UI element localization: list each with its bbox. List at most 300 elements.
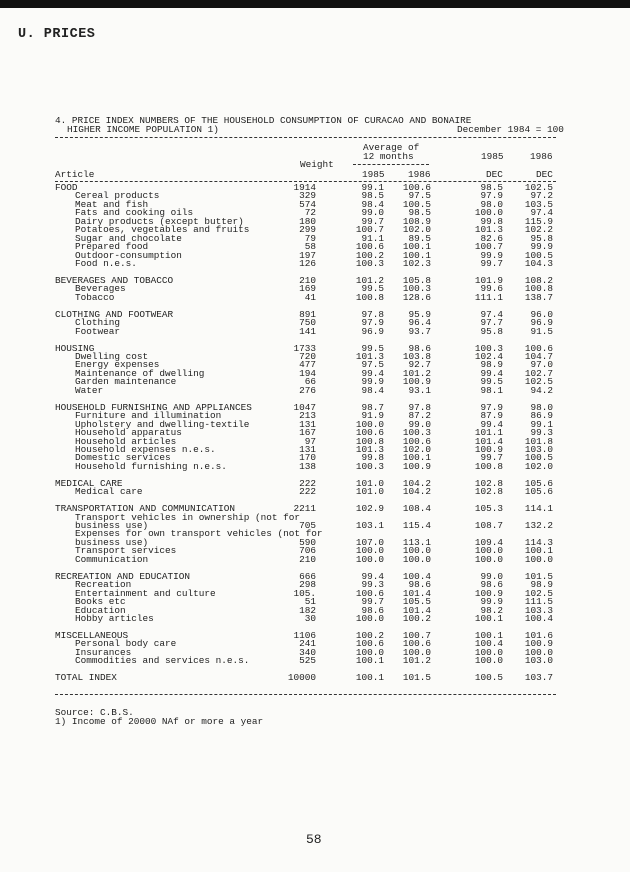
table-row [55,291,555,303]
avg-1985-cell: 99.5 [361,283,384,295]
dec-1986-cell: 103.3 [524,604,553,616]
avg-1985-cell: 98.6 [361,604,384,616]
dec-1985-cell: 99.5 [480,376,503,388]
dec-1986-cell: 102.5 [524,376,553,388]
avg-1985-cell: 100.0 [355,418,384,430]
dec-1985-cell: 100.9 [474,443,503,455]
weight-cell: 1914 [293,182,316,193]
dec-1985-cell: 100.0 [474,545,503,557]
dec-1985-cell: 97.7 [480,317,503,329]
avg-1985-cell: 98.4 [361,198,384,210]
avg-1986-cell: 108.9 [402,215,431,227]
row-label: business use) [75,536,149,548]
avg-1985-cell: 96.9 [361,325,384,337]
row-label: MISCELLANEOUS [55,629,129,641]
header-year-1986: 1986 [530,151,553,162]
avg-1986-cell: 101.5 [402,672,431,684]
dec-1986-cell: 101.6 [524,629,553,641]
dec-1985-cell: 100.3 [474,342,503,354]
avg-1986-cell: 100.6 [402,638,431,650]
dec-1986-cell: 103.5 [524,198,553,210]
avg-1986-cell: 102.0 [402,443,431,455]
weight-cell: 222 [299,486,316,498]
avg-1985-cell: 101.0 [355,486,384,498]
avg-1986-cell: 100.1 [402,241,431,253]
avg-1986-cell: 100.7 [402,629,431,641]
avg-1986-cell: 95.9 [408,308,431,320]
dec-1986-cell: 100.5 [524,452,553,464]
avg-1985-cell: 97.9 [361,317,384,329]
weight-cell: 194 [299,367,316,379]
dec-1986-cell: 102.7 [524,367,553,379]
header-dec-1985: DEC [486,169,503,180]
avg-1985-cell: 100.1 [355,655,384,667]
weight-cell: 131 [299,418,316,430]
avg-1986-cell: 100.2 [402,612,431,624]
row-label: Commodities and services n.e.s. [75,655,250,667]
avg-1985-cell: 99.9 [361,376,384,388]
weight-cell: 167 [299,427,316,439]
table-row [55,612,555,624]
row-label: Footwear [75,325,121,337]
row-label: HOUSING [55,342,95,354]
weight-cell: 891 [299,308,316,320]
dec-1986-cell: 101.5 [524,570,553,582]
avg-1986-cell: 104.2 [402,486,431,498]
weight-cell: 1106 [293,629,316,641]
table-title: 4. PRICE INDEX NUMBERS OF THE HOUSEHOLD CONSUMPTION OF CURACAO AND BONAIRE [55,115,472,126]
dec-1985-cell: 101.9 [474,274,503,286]
weight-cell: 298 [299,579,316,591]
weight-cell: 138 [299,460,316,472]
dec-1986-cell: 100.0 [524,553,553,565]
weight-cell: 170 [299,452,316,464]
avg-1986-cell: 100.3 [402,283,431,295]
dec-1985-cell: 99.0 [480,570,503,582]
dec-1985-cell: 99.9 [480,249,503,261]
dec-1985-cell: 99.7 [480,452,503,464]
avg-1985-cell: 100.6 [355,638,384,650]
row-label: Hobby articles [75,612,154,624]
dec-1985-cell: 99.4 [480,367,503,379]
avg-1985-cell: 101.3 [355,351,384,362]
dec-1986-cell: 102.0 [524,460,553,472]
weight-cell: 276 [299,384,316,396]
avg-1986-cell: 100.1 [402,452,431,464]
row-label: Books etc [75,596,126,608]
dec-1985-cell: 99.9 [480,596,503,608]
weight-cell: 10000 [287,672,316,684]
dec-1985-cell: 98.0 [480,198,503,210]
weight-cell: 58 [304,241,316,253]
dec-1986-cell: 99.9 [530,241,553,253]
avg-1985-cell: 99.7 [361,596,384,608]
weight-cell: 72 [304,207,316,219]
row-label: FOOD [55,182,78,193]
dec-1985-cell: 100.5 [474,672,503,684]
row-label: Cereal products [75,190,160,202]
footnote: 1) Income of 20000 NAf or more a year [55,716,264,727]
row-label: business use) [75,520,149,531]
dec-1985-cell: 99.7 [480,258,503,270]
dec-1985-cell: 100.8 [474,460,503,472]
dec-1986-cell: 100.6 [524,342,553,354]
dec-1985-cell: 98.9 [480,359,503,371]
row-label: Education [75,604,126,616]
table-row [55,325,555,337]
table-row [55,384,555,396]
dec-1985-cell: 100.7 [474,241,503,253]
avg-1986-cell: 104.2 [402,477,431,489]
row-label: TOTAL INDEX [55,672,117,684]
avg-1986-cell: 98.6 [408,579,431,591]
avg-1985-cell: 100.7 [355,224,384,236]
weight-cell: 241 [299,638,316,650]
avg-1985-cell: 99.8 [361,452,384,464]
dec-1985-cell: 95.8 [480,325,503,337]
header-months: 12 months [363,151,414,162]
dec-1986-cell: 94.2 [530,384,553,396]
avg-1985-cell: 100.6 [355,241,384,253]
dec-1986-cell: 99.1 [530,418,553,430]
divider [55,137,556,138]
row-label: Furniture and illumination [75,410,222,422]
avg-1986-cell: 87.2 [408,410,431,422]
avg-1985-cell: 98.7 [361,401,384,413]
avg-1985-cell: 100.0 [355,545,384,557]
avg-1986-cell: 102.3 [402,258,431,270]
avg-1985-cell: 100.1 [355,672,384,684]
avg-1986-cell: 100.0 [402,646,431,658]
dec-1985-cell: 100.1 [474,612,503,624]
dec-1985-cell: 109.4 [474,536,503,548]
dec-1986-cell: 100.0 [524,646,553,658]
table-row [55,657,555,665]
avg-1986-cell: 98.5 [408,207,431,219]
dec-1986-cell: 103.0 [524,655,553,667]
avg-1985-cell: 100.6 [355,427,384,439]
dec-1986-cell: 105.6 [524,477,553,489]
row-label: Transport vehicles in ownership (not for [75,511,301,523]
weight-cell: 51 [304,596,316,608]
dec-1986-cell: 101.8 [524,435,553,447]
dec-1986-cell: 96.9 [530,317,553,329]
avg-1985-cell: 101.2 [355,274,384,286]
avg-1986-cell: 93.7 [408,325,431,337]
table-row [55,488,555,496]
dec-1986-cell: 97.4 [530,207,553,219]
avg-1986-cell: 92.7 [408,359,431,371]
dec-1985-cell: 100.0 [474,553,503,565]
weight-cell: 210 [299,274,316,286]
weight-cell: 2211 [293,503,316,515]
divider [55,694,556,695]
avg-1985-cell: 107.0 [355,536,384,548]
page-number: 58 [306,832,322,847]
avg-1985-cell: 97.8 [361,308,384,320]
weight-cell: 126 [299,258,316,270]
row-label: Outdoor-consumption [75,249,182,261]
weight-cell: 1733 [293,342,316,354]
weight-cell: 340 [299,646,316,658]
avg-1986-cell: 97.5 [408,190,431,202]
avg-1985-cell: 99.1 [361,182,384,193]
row-label: Potatoes, vegetables and fruits [75,224,250,236]
avg-1986-cell: 108.4 [402,503,431,515]
avg-1985-cell: 91.1 [361,232,384,244]
row-label: Dairy products (except butter) [75,215,244,227]
avg-1986-cell: 100.9 [402,460,431,472]
dec-1986-cell: 104.3 [524,258,553,270]
avg-1986-cell: 100.9 [402,376,431,388]
dec-1985-cell: 101.1 [474,427,503,439]
avg-1985-cell: 100.2 [355,629,384,641]
dec-1985-cell: 97.4 [480,308,503,320]
dec-1986-cell: 98.9 [530,579,553,591]
dec-1986-cell: 105.6 [524,486,553,498]
dec-1985-cell: 98.5 [480,182,503,193]
row-label: Household articles [75,435,177,447]
dec-1985-cell: 87.9 [480,410,503,422]
row-label: RECREATION AND EDUCATION [55,570,191,582]
avg-1985-cell: 100.0 [355,553,384,565]
row-label: Household expenses n.e.s. [75,443,216,455]
header-average: Average of [363,142,420,153]
avg-1985-cell: 101.3 [355,443,384,455]
weight-cell: 720 [299,351,316,362]
weight-cell: 750 [299,317,316,329]
dec-1985-cell: 105.3 [474,503,503,515]
row-label: CLOTHING AND FOOTWEAR [55,308,174,320]
dec-1986-cell: 100.1 [524,545,553,557]
avg-1986-cell: 101.4 [402,587,431,599]
avg-1986-cell: 100.0 [402,553,431,565]
dec-1986-cell: 95.8 [530,232,553,244]
table-row [55,260,555,268]
avg-1986-cell: 100.6 [402,435,431,447]
dec-1985-cell: 100.0 [474,655,503,667]
dec-1985-cell: 108.7 [474,520,503,531]
dec-1986-cell: 103.7 [524,672,553,684]
avg-1986-cell: 97.8 [408,401,431,413]
dec-1986-cell: 102.5 [524,182,553,193]
avg-1985-cell: 99.5 [361,342,384,354]
row-label: HOUSEHOLD FURNISHING AND APPLIANCES [55,401,252,413]
weight-cell: 180 [299,215,316,227]
weight-cell: 97 [304,435,316,447]
dec-1985-cell: 98.2 [480,604,503,616]
weight-cell: 477 [299,359,316,371]
avg-1985-cell: 100.3 [355,460,384,472]
dec-1986-cell: 98.0 [530,401,553,413]
weight-cell: 131 [299,443,316,455]
dec-1986-cell: 91.5 [530,325,553,337]
dec-1985-cell: 102.8 [474,486,503,498]
avg-1985-cell: 99.7 [361,215,384,227]
avg-1986-cell: 128.6 [402,291,431,303]
avg-1986-cell: 113.1 [402,536,431,548]
dec-1986-cell: 103.0 [524,443,553,455]
scan-top-border [0,0,630,8]
dec-1985-cell: 100.0 [474,207,503,219]
row-label: Energy expenses [75,359,160,371]
dec-1985-cell: 100.1 [474,629,503,641]
dec-1986-cell: 132.2 [524,520,553,531]
weight-cell: 329 [299,190,316,202]
dec-1986-cell: 86.9 [530,410,553,422]
header-avg-1985: 1985 [362,169,385,180]
dec-1985-cell: 97.9 [480,401,503,413]
weight-cell: 30 [304,612,316,624]
dec-1986-cell: 114.1 [524,503,553,515]
avg-1985-cell: 101.0 [355,477,384,489]
weight-cell: 210 [299,553,316,565]
avg-1986-cell: 98.6 [408,342,431,354]
row-label: MEDICAL CARE [55,477,123,489]
avg-1985-cell: 100.0 [355,612,384,624]
avg-1985-cell: 102.9 [355,503,384,515]
dec-1985-cell: 99.8 [480,215,503,227]
avg-1986-cell: 100.3 [402,427,431,439]
dec-1985-cell: 99.4 [480,418,503,430]
avg-1985-cell: 100.8 [355,435,384,447]
header-subdivider [353,164,429,165]
dec-1986-cell: 102.5 [524,587,553,599]
avg-1986-cell: 105.8 [402,274,431,286]
weight-cell: 141 [299,325,316,337]
dec-1985-cell: 97.9 [480,190,503,202]
avg-1986-cell: 89.5 [408,232,431,244]
dec-1986-cell: 97.0 [530,359,553,371]
avg-1986-cell: 100.4 [402,570,431,582]
avg-1985-cell: 99.4 [361,367,384,379]
source-note: Source: C.B.S. [55,707,134,718]
dec-1986-cell: 97.2 [530,190,553,202]
header-article: Article [55,169,95,180]
weight-cell: 41 [304,291,316,303]
avg-1985-cell: 99.4 [361,570,384,582]
row-label: Domestic services [75,452,171,464]
dec-1985-cell: 111.1 [474,291,503,303]
avg-1986-cell: 103.8 [402,351,431,362]
avg-1985-cell: 100.2 [355,249,384,261]
avg-1986-cell: 102.0 [402,224,431,236]
avg-1985-cell: 100.0 [355,646,384,658]
dec-1986-cell: 96.0 [530,308,553,320]
row-label: Household apparatus [75,427,182,439]
row-label: Maintenance of dwelling [75,367,205,379]
dec-1985-cell: 102.4 [474,351,503,362]
avg-1986-cell: 93.1 [408,384,431,396]
dec-1985-cell: 99.6 [480,283,503,295]
weight-cell: 213 [299,410,316,422]
dec-1985-cell: 100.0 [474,646,503,658]
dec-1986-cell: 111.5 [524,596,553,608]
row-label: BEVERAGES AND TOBACCO [55,274,174,286]
row-label: Meat and fish [75,198,149,210]
row-label: Food n.e.s. [75,258,137,270]
dec-1986-cell: 114.3 [524,536,553,548]
dec-1986-cell: 100.9 [524,638,553,650]
row-label: Expenses for own transport vehicles (not for [75,528,323,540]
avg-1985-cell: 97.5 [361,359,384,371]
avg-1985-cell: 100.8 [355,291,384,303]
avg-1985-cell: 99.3 [361,579,384,591]
avg-1985-cell: 98.5 [361,190,384,202]
weight-cell: 525 [299,655,316,667]
row-label: Tobacco [75,291,115,303]
row-label: Communication [75,553,149,565]
avg-1985-cell: 98.4 [361,384,384,396]
weight-cell: 574 [299,198,316,210]
header-year-1985: 1985 [481,151,504,162]
row-label: Beverages [75,283,126,295]
row-label: Prepared food [75,241,149,253]
weight-cell: 79 [304,232,316,244]
weight-cell: 705 [299,520,316,531]
weight-cell: 169 [299,283,316,295]
row-label: Transport services [75,545,177,557]
dec-1985-cell: 100.4 [474,638,503,650]
weight-cell: 706 [299,545,316,557]
row-label: Garden maintenance [75,376,177,388]
dec-1986-cell: 100.8 [524,283,553,295]
avg-1986-cell: 99.0 [408,418,431,430]
avg-1986-cell: 100.5 [402,198,431,210]
avg-1986-cell: 96.4 [408,317,431,329]
avg-1986-cell: 101.4 [402,604,431,616]
avg-1986-cell: 115.4 [402,520,431,531]
row-label: Household furnishing n.e.s. [75,460,227,472]
weight-cell: 666 [299,570,316,582]
avg-1985-cell: 100.3 [355,258,384,270]
row-label: Sugar and chocolate [75,232,182,244]
row-label: Recreation [75,579,132,591]
row-label: Dwelling cost [75,351,149,362]
header-dec-1986: DEC [536,169,553,180]
dec-1986-cell: 100.4 [524,612,553,624]
row-label: Medical care [75,486,143,498]
avg-1986-cell: 105.5 [402,596,431,608]
row-label: Entertainment and culture [75,587,216,599]
weight-cell: 1047 [293,401,316,413]
section-heading: U. PRICES [18,27,96,42]
header-avg-1986: 1986 [408,169,431,180]
row-label: Upholstery and dwelling-textile [75,418,250,430]
row-label: TRANSPORTATION AND COMMUNICATION [55,503,236,515]
weight-cell: 222 [299,477,316,489]
dec-1986-cell: 108.2 [524,274,553,286]
row-label: Clothing [75,317,121,329]
avg-1985-cell: 91.9 [361,410,384,422]
dec-1985-cell: 101.4 [474,435,503,447]
row-label: Fats and cooking oils [75,207,194,219]
dec-1985-cell: 100.9 [474,587,503,599]
avg-1986-cell: 100.1 [402,249,431,261]
dec-1986-cell: 100.5 [524,249,553,261]
avg-1985-cell: 99.0 [361,207,384,219]
dec-1986-cell: 115.9 [524,215,553,227]
base-period: December 1984 = 100 [457,124,564,135]
table-group-row [55,674,555,682]
weight-cell: 197 [299,249,316,261]
weight-cell: 66 [304,376,316,388]
dec-1985-cell: 101.3 [474,224,503,236]
weight-cell: 299 [299,224,316,236]
weight-cell: 182 [299,604,316,616]
dec-1986-cell: 104.7 [524,351,553,362]
table-row [55,460,555,472]
